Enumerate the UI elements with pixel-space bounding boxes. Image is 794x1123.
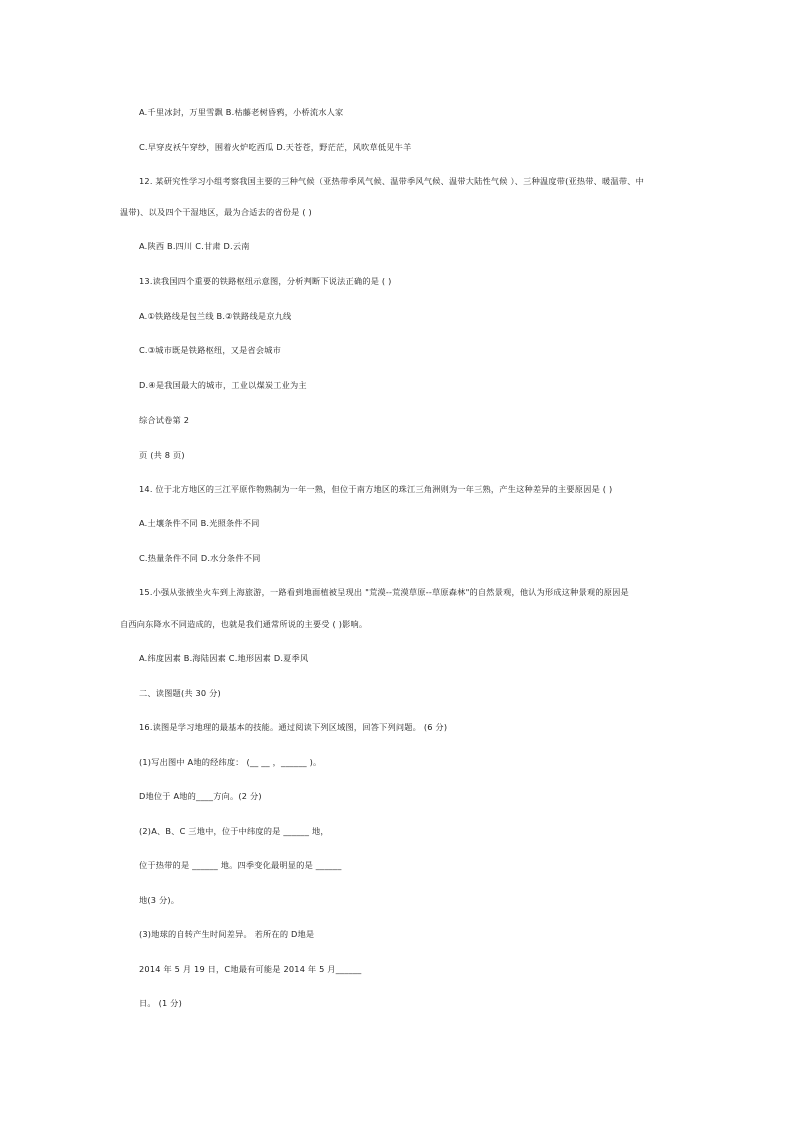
- q11-option-cd: C.早穿皮袄午穿纱，围着火炉吃西瓜 D.天苍苍，野茫茫，风吹草低见牛羊: [139, 142, 412, 152]
- q13-option-c: C.③城市既是铁路枢纽，又是省会城市: [139, 345, 282, 355]
- q15-stem-line2: 自西向东降水不同造成的，也就是我们通常所说的主要受 ( )影响。: [120, 619, 368, 629]
- q16-part2-line1: (2)A、B、C 三地中，位于中纬度的是 ______ 地，: [139, 826, 329, 836]
- q12-stem-line1: 12. 某研究性学习小组考察我国主要的三种气候（亚热带季风气候、温带季风气候、温带大陆性气候 ）、三种温度带(亚热带、暖温带、中: [139, 176, 644, 186]
- page-footer-line2: 页 (共 8 页): [139, 450, 185, 460]
- q12-stem-line2: 温带)、以及四个干湿地区，最为合适去的省份是 ( ): [120, 207, 312, 217]
- q16-part1: (1)写出图中 A地的经纬度： (__ __ ，______ )。: [139, 757, 322, 767]
- q16-stem: 16.读图是学习地理的最基本的技能。通过阅读下列区域图，回答下列问题。 (6 分): [139, 722, 448, 732]
- q15-options: A.纬度因素 B.海陆因素 C.地形因素 D.夏季风: [139, 653, 309, 663]
- q13-option-ab: A.①铁路线是包兰线 B.②铁路线是京九线: [139, 311, 292, 321]
- q16-part2-line3: 地(3 分)。: [139, 895, 180, 905]
- q13-option-d: D.④是我国最大的城市，工业以煤炭工业为主: [139, 380, 307, 390]
- q14-stem: 14. 位于北方地区的三江平原作物熟制为一年一熟，但位于南方地区的珠江三角洲则为一年三熟，产生这种差异的主要原因是 ( ): [139, 484, 613, 494]
- q16-part1-direction: D地位于 A地的____方向。(2 分): [139, 791, 262, 801]
- q12-options: A.陕西 B.四川 C.甘肃 D.云南: [139, 241, 250, 251]
- q11-option-ab: A.千里冰封，万里雪飘 B.枯藤老树昏鸦，小桥流水人家: [139, 107, 344, 117]
- q16-part3-line3: 日。 (1 分): [139, 998, 182, 1008]
- q14-option-ab: A.土壤条件不同 B.光照条件不同: [139, 518, 260, 528]
- section-title: 二、读图题(共 30 分): [139, 688, 221, 698]
- q16-part2-line2: 位于热带的是 ______ 地。四季变化最明显的是 ______: [139, 860, 342, 870]
- q15-stem-line1: 15.小强从张掖坐火车到上海旅游，一路看到地面植被呈现出 "荒漠--荒漠草原--草原森林"的自然景观，他认为形成这种景观的原因是: [139, 587, 629, 597]
- q16-part3-line1: (3)地球的自转产生时间差异。 若所在的 D地是: [139, 929, 315, 939]
- page-footer-line1: 综合试卷第 2: [139, 415, 190, 425]
- q14-option-cd: C.热量条件不同 D.水分条件不同: [139, 553, 261, 563]
- q13-stem: 13.读我国四个重要的铁路枢纽示意图，分析判断下说法正确的是 ( ): [139, 276, 392, 286]
- q16-part3-line2: 2014 年 5 月 19 日，C地最有可能是 2014 年 5 月______: [139, 964, 362, 974]
